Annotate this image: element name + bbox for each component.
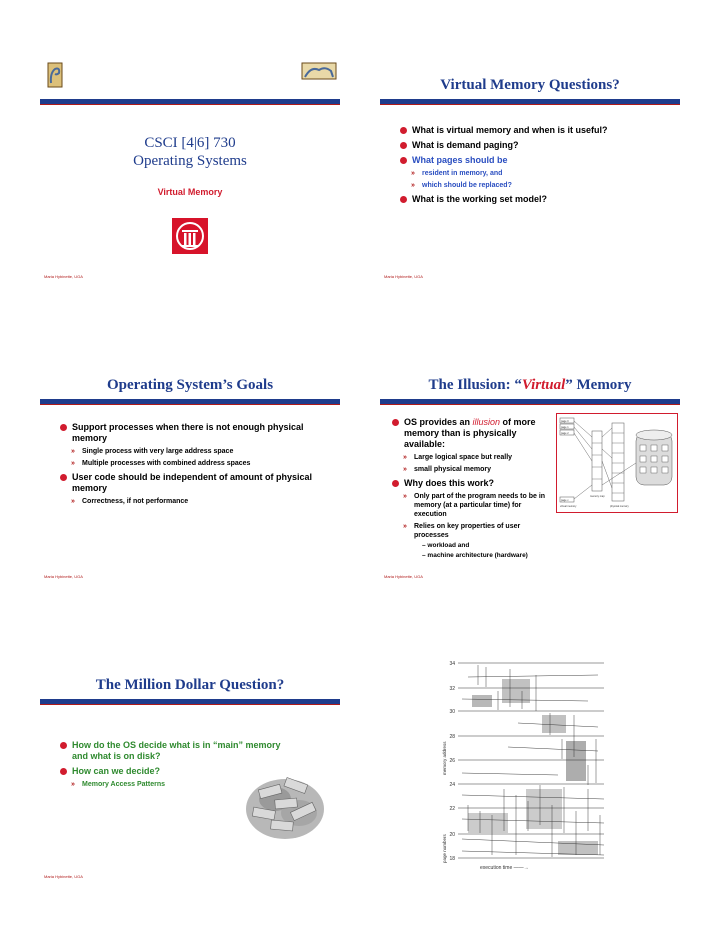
title-bar (380, 399, 680, 405)
dinosaur-logo-left (46, 61, 64, 89)
uga-arch-logo (172, 218, 208, 254)
slide-access-pattern-plot (380, 655, 680, 885)
y-axis-label: page numbers (442, 834, 447, 863)
list-item: Support processes when there is not enough physical memory » Single process with very large address space » Multiple processes with combined address spaces (60, 422, 320, 468)
list-item: OS provides an illusion of more memory than is physically available: » Large logical space but really » small physical memory (392, 417, 552, 474)
footer: Maria Hybinette, UGA (44, 874, 83, 879)
list-item: What is the working set model? (400, 194, 675, 205)
tick-label: 30 (449, 709, 455, 715)
slide-title: The Illusion: “Virtual” Memory (428, 377, 632, 393)
slide-title: Virtual Memory Questions? (440, 77, 620, 93)
title-bar (40, 399, 340, 405)
slide-million-dollar (40, 655, 340, 885)
lecture-subtitle: Virtual Memory (157, 187, 223, 197)
slide-title (40, 55, 340, 285)
bullet-list (400, 125, 675, 209)
title-bar (380, 99, 680, 105)
memory-access-plot (438, 655, 608, 883)
vm-mapping-diagram (556, 413, 678, 513)
slide-title: Operating System’s Goals (106, 377, 274, 393)
list-item: User code should be independent of amount of physical memory » Correctness, if not performance (60, 472, 320, 506)
tick-label: 34 (449, 661, 455, 667)
diagram-label: page v (561, 499, 569, 502)
footer: Maria Hybinette, UGA (384, 274, 423, 279)
diagram-label: virtual memory (560, 505, 577, 508)
bullet-list (60, 422, 320, 510)
list-item: How do the OS decide what is in “main” memory and what is on disk? (60, 740, 290, 762)
slide-virtual-illusion (380, 355, 680, 585)
sub-item: » resident in memory, and (411, 170, 503, 177)
tick-label: 18 (449, 856, 455, 862)
sub-item: » Correctness, if not performance (71, 498, 189, 505)
sub-item: » Single process with very large address space (71, 448, 234, 455)
footer: Maria Hybinette, UGA (44, 274, 83, 279)
course-name: Operating Systems (133, 153, 247, 169)
title-bar (40, 699, 340, 705)
sub-item: » Memory Access Patterns (71, 781, 166, 788)
dinosaur-logo-right (301, 62, 337, 80)
diagram-label: page 1 (561, 426, 569, 429)
x-axis-label: execution time ——→ (480, 865, 529, 871)
sub-item: » Multiple processes with combined address spaces (71, 460, 251, 467)
footer: Maria Hybinette, UGA (44, 574, 83, 579)
diagram-label: page 2 (561, 432, 569, 435)
sub-item: » small physical memory (403, 466, 492, 473)
tick-label: 24 (449, 782, 455, 788)
sub-item: » which should be replaced? (411, 182, 512, 189)
list-item: How can we decide? » Memory Access Patterns (60, 766, 290, 789)
diagram-label: page 0 (561, 420, 569, 423)
tick-label: 26 (449, 758, 455, 764)
dash-item: – workload and (422, 542, 470, 549)
sub-item: » Relies on key properties of user processes – workload and – machine architecture (hardware) (404, 522, 552, 560)
tick-label: 22 (449, 806, 455, 812)
tick-label: 32 (449, 686, 455, 692)
bullet-list (392, 417, 552, 564)
course-title: CSCI [4|6] 730 (144, 135, 236, 151)
title-bar (40, 99, 340, 105)
slide-vm-questions (380, 55, 680, 285)
list-item: What is virtual memory and when is it useful? (400, 125, 675, 136)
list-item: What pages should be » resident in memory, and » which should be replaced? (400, 155, 675, 190)
list-item: Why does this work? » Only part of the program needs to be in memory (at a particular time) for execution » Relies on key properties of user processes – workload and – machine architecture (hardware) (392, 478, 552, 560)
tick-label: 28 (449, 734, 455, 740)
sub-item: » Large logical space but really (403, 454, 513, 461)
slide-title: The Million Dollar Question? (95, 677, 285, 693)
y-axis-label: memory address (442, 741, 447, 775)
axis-ticks (449, 661, 455, 862)
tick-label: 20 (449, 832, 455, 838)
diagram-label: memory map (590, 495, 605, 498)
dash-item: – machine architecture (hardware) (422, 552, 528, 559)
list-item: What is demand paging? (400, 140, 675, 151)
footer: Maria Hybinette, UGA (384, 574, 423, 579)
sub-item: » Only part of the program needs to be in memory (at a particular time) for execution (403, 493, 546, 518)
money-pile-image (245, 767, 325, 839)
diagram-label: physical memory (610, 505, 629, 508)
slide-os-goals (40, 355, 340, 585)
